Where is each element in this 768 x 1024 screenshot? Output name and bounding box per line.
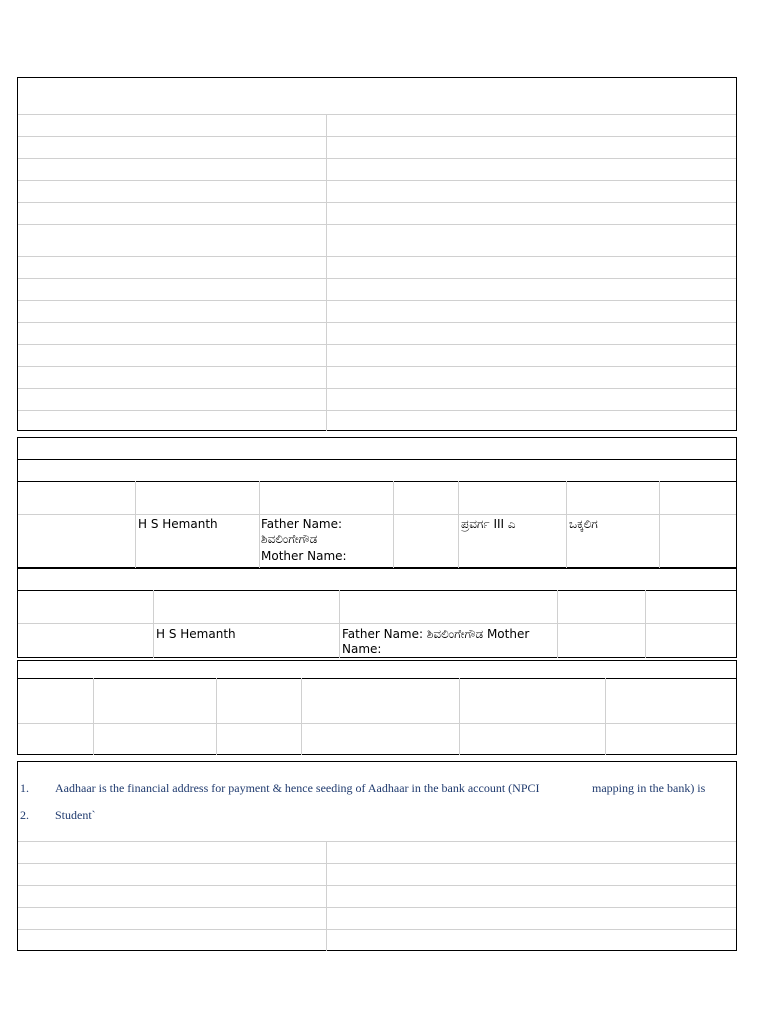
- note-1-text-continued: mapping in the bank) is: [592, 781, 706, 795]
- caste-value: ಒಕ್ಕಲಿಗ: [569, 517, 598, 531]
- note-2-text: Student`: [55, 808, 96, 822]
- section-student-details-2: [17, 568, 737, 658]
- section-bank-table: [17, 660, 737, 755]
- student-name: H S Hemanth: [138, 517, 218, 531]
- section-top-table: [17, 77, 737, 431]
- mother-name-label: Mother Name:: [261, 549, 347, 563]
- father-name-value: ಶಿವಲಿಂಗೇಗೌಡ: [261, 532, 318, 546]
- father-name-label: Father Name:: [261, 517, 343, 531]
- parents-line-1: Father Name: ಶಿವಲಿಂಗೇಗೌಡ Mother: [342, 627, 530, 641]
- note-1-text: Aadhaar is the financial address for payment & hence seeding of Aadhaar in the bank account (NPCI: [55, 781, 540, 795]
- parents-line-2: Name:: [342, 642, 382, 656]
- section-notes: [17, 761, 737, 951]
- student-name-2: H S Hemanth: [156, 627, 236, 641]
- category-value: ಪ್ರವರ್ಗ III ಎ: [461, 517, 516, 531]
- note-1-number: 1.: [20, 781, 29, 795]
- note-2-number: 2.: [20, 808, 29, 822]
- section-student-details: [17, 437, 737, 568]
